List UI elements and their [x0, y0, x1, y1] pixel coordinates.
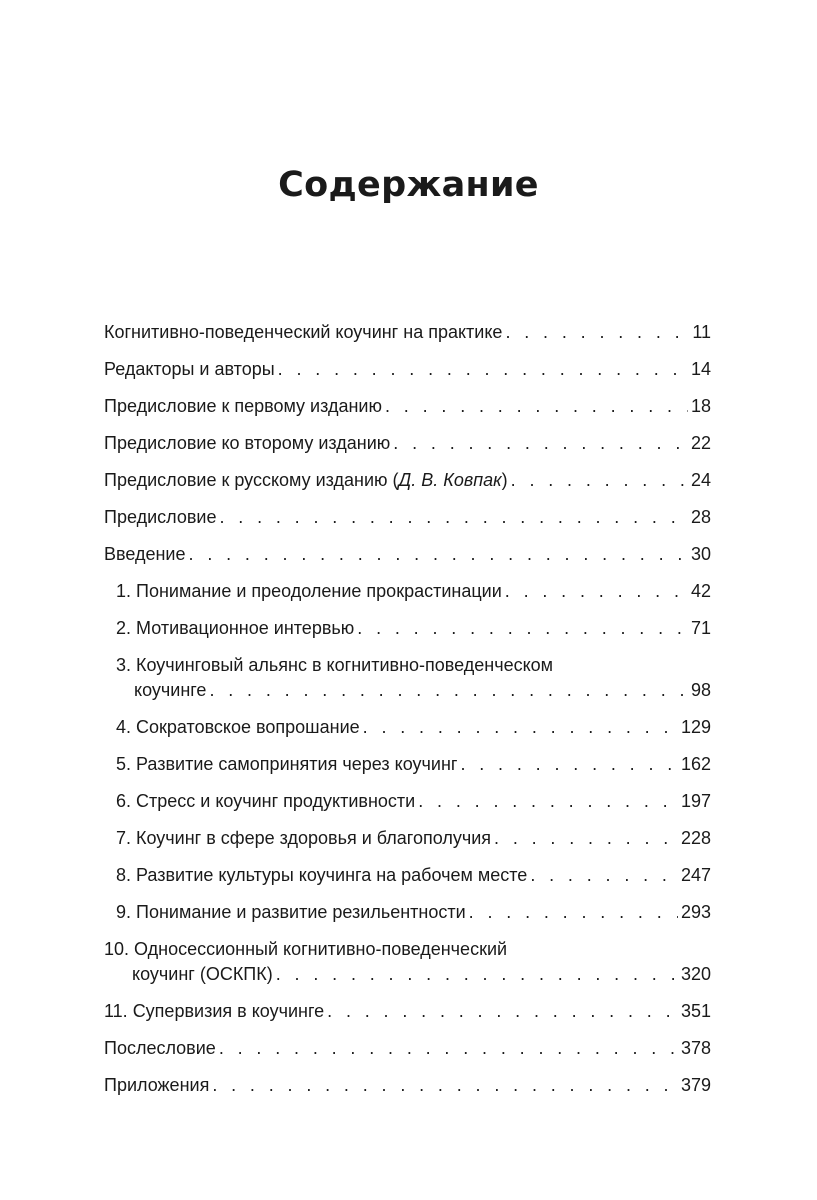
toc-entry-label: 8. Развитие культуры коучинга на рабочем месте: [116, 865, 528, 885]
toc-page-number: 22: [690, 433, 711, 453]
toc-entry-label: 1. Понимание и преодоление прокрастинации: [116, 581, 502, 601]
toc-page-number: 30: [690, 544, 711, 564]
toc-entry-label: Введение: [104, 544, 186, 564]
toc-page-number: 28: [690, 507, 711, 527]
toc-entry-label: Редакторы и авторы: [104, 359, 275, 379]
toc-entry-intro-coaching[interactable]: [104, 320, 711, 345]
toc-entry-label: 9. Понимание и развитие резильентности: [116, 902, 466, 922]
toc-page-number: 24: [690, 470, 711, 490]
toc-entry-preface-first[interactable]: [104, 394, 711, 419]
dot-leader: [505, 579, 688, 604]
dot-leader: [327, 999, 678, 1024]
dot-leader: [505, 320, 689, 345]
label-before: Предисловие к русскому изданию (: [104, 470, 399, 490]
toc-chapter-5[interactable]: [104, 752, 711, 777]
toc-entry-label: Предисловие к первому изданию: [104, 396, 382, 416]
toc-page-number: 351: [680, 1001, 711, 1021]
toc-chapter-3[interactable]: [104, 653, 711, 703]
toc-page-number: 378: [680, 1038, 711, 1058]
toc-chapter-2[interactable]: [104, 616, 711, 641]
dot-leader: [418, 789, 678, 814]
toc-chapter-6[interactable]: [104, 789, 711, 814]
toc-chapter-1[interactable]: [104, 579, 711, 604]
toc-page-number: 293: [680, 902, 711, 922]
dot-leader: [357, 616, 688, 641]
page-title: Содержание: [278, 165, 539, 205]
dot-leader: [530, 863, 678, 888]
dot-leader: [278, 357, 688, 382]
toc-chapter-7[interactable]: [104, 826, 711, 851]
toc-entry-label: 2. Мотивационное интервью: [116, 618, 355, 638]
toc-entry-label: 5. Развитие самопринятия через коучинг: [116, 754, 458, 774]
toc-entry-label: 11. Супервизия в коучинге: [104, 1001, 325, 1021]
dot-leader: [469, 900, 678, 925]
toc-page-number: 129: [680, 717, 711, 737]
toc-chapter-9[interactable]: [104, 900, 711, 925]
dot-leader: [385, 394, 688, 419]
toc-chapter-11[interactable]: [104, 999, 711, 1024]
toc-entry-preface-second[interactable]: [104, 431, 711, 456]
dot-leader: [189, 542, 688, 567]
toc-chapter-8[interactable]: [104, 863, 711, 888]
toc-entry-label-line1: 10. Односессионный когнитивно-поведенческий: [104, 939, 508, 959]
label-after: ): [501, 470, 508, 490]
toc-page-number: 320: [680, 964, 711, 984]
toc-page-number: 18: [690, 396, 711, 416]
dot-leader: [460, 752, 678, 777]
toc-entry-label: Предисловие ко второму изданию: [104, 433, 391, 453]
toc-entry-label: 6. Стресс и коучинг продуктивности: [116, 791, 416, 811]
toc-entry-label-line2: коучинг (ОСКПК): [132, 964, 273, 984]
dot-leader: [276, 962, 678, 987]
toc-entry-label: Предисловие: [104, 507, 217, 527]
dot-leader: [393, 431, 688, 456]
toc-entry-label-line1: 3. Коучинговый альянс в когнитивно-поведенческом: [116, 655, 554, 675]
toc-page-number: 247: [680, 865, 711, 885]
toc-page-number: 14: [690, 359, 711, 379]
toc-entry-label: 7. Коучинг в сфере здоровья и благополучия: [116, 828, 492, 848]
toc-page-number: 42: [690, 581, 711, 601]
toc-page-number: 162: [680, 754, 711, 774]
toc-page-number: 379: [680, 1075, 711, 1095]
toc-chapter-4[interactable]: [104, 715, 711, 740]
toc-entry-label: [104, 468, 508, 493]
dot-leader: [209, 678, 688, 703]
toc-entry-label: 4. Сократовское вопрошание: [116, 717, 360, 737]
dot-leader: [219, 505, 688, 530]
toc-entry-label-line2: коучинге: [134, 680, 207, 700]
toc-entry-afterword[interactable]: [104, 1036, 711, 1061]
table-of-contents: [104, 320, 711, 1110]
dot-leader: [363, 715, 678, 740]
toc-page-number: 11: [692, 322, 711, 342]
dot-leader: [219, 1036, 678, 1061]
toc-entry-preface-russian[interactable]: [104, 468, 711, 493]
dot-leader: [494, 826, 678, 851]
toc-entry-editors[interactable]: [104, 357, 711, 382]
toc-entry-label: Приложения: [104, 1075, 210, 1095]
toc-page-number: 228: [680, 828, 711, 848]
toc-page-number: 197: [680, 791, 711, 811]
toc-chapter-10[interactable]: [104, 937, 711, 987]
toc-entry-label: Послесловие: [104, 1038, 216, 1058]
dot-leader: [212, 1073, 678, 1098]
dot-leader: [511, 468, 688, 493]
toc-page-number: 98: [690, 680, 711, 700]
toc-entry-label: Когнитивно-поведенческий коучинг на практике: [104, 322, 503, 342]
toc-entry-appendices[interactable]: [104, 1073, 711, 1098]
toc-entry-preface[interactable]: [104, 505, 711, 530]
toc-page-number: 71: [690, 618, 711, 638]
toc-entry-introduction[interactable]: [104, 542, 711, 567]
label-author: Д. В. Ковпак: [398, 470, 502, 490]
